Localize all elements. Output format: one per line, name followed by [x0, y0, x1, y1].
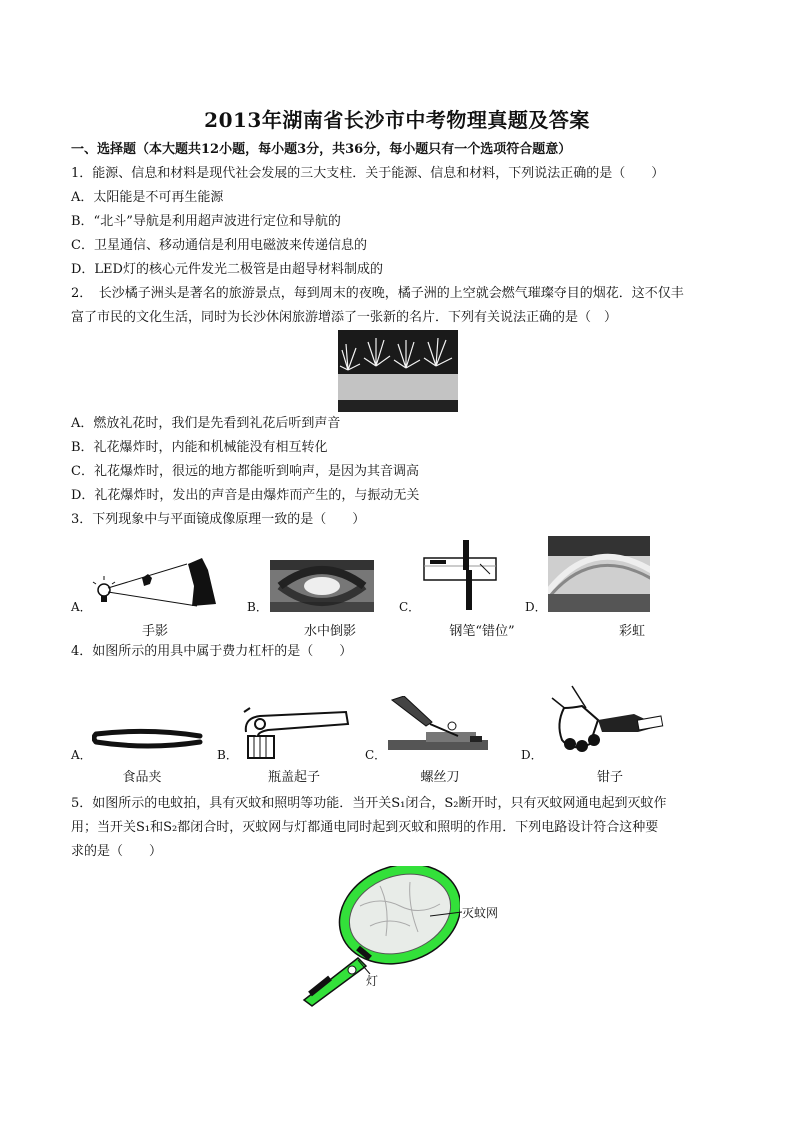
q3-caption-a: 手影: [141, 624, 168, 639]
q4-letter-c: C．: [365, 748, 387, 762]
q4-caption-d: 钳子: [596, 770, 623, 785]
question-3-stem: 3．下列现象中与平面镜成像原理一致的是（ ）: [71, 512, 366, 527]
question-5-stem-line-2: 用；当开关S₁和S₂都闭合时，灭蚊网与灯都通电同时起到灭蚊和照明的作用．下列电路设计符合这种要: [71, 820, 659, 835]
q4-letter-d: D．: [521, 748, 543, 762]
q3-letter-a: A．: [71, 600, 92, 614]
question-2-option-c: C．礼花爆炸时，很远的地方都能听到响声，是因为其音调高: [71, 464, 419, 479]
food-tongs-image: [92, 724, 204, 754]
page-title: 2013年湖南省长沙市中考物理真题及答案: [204, 108, 590, 132]
label-lamp: 灯: [366, 974, 379, 988]
fireworks-image: [338, 330, 458, 412]
question-2-option-b: B．礼花爆炸时，内能和机械能没有相互转化: [71, 440, 328, 455]
question-5-stem-line-3: 求的是（ ）: [71, 844, 163, 859]
question-2-option-d: D．礼花爆炸时，发出的声音是由爆炸而产生的，与振动无关: [71, 488, 420, 503]
screwdriver-image: [386, 696, 490, 756]
pliers-image: [542, 684, 666, 758]
question-2-stem-line-1: 2． 长沙橘子洲头是著名的旅游景点，每到周末的夜晚，橘子洲的上空就会燃气璀璨夺目的烟花．这不仅丰: [71, 286, 684, 301]
water-reflection-image: [270, 560, 374, 612]
q3-caption-c: 钢笔“错位”: [449, 624, 515, 639]
question-1-option-a: A．太阳能是不可再生能源: [71, 190, 224, 205]
q4-letter-b: B．: [217, 748, 238, 762]
rainbow-image: [548, 536, 650, 612]
q4-caption-a: 食品夹: [122, 770, 162, 785]
q3-caption-d: 彩虹: [618, 624, 645, 639]
question-1-stem: 1．能源、信息和材料是现代社会发展的三大支柱．关于能源、信息和材料，下列说法正确的是（ ）: [71, 166, 665, 181]
q3-letter-d: D．: [525, 600, 547, 614]
question-2-stem-line-2: 富了市民的文化生活，同时为长沙休闲旅游增添了一张新的名片．下列有关说法正确的是（ ）: [71, 310, 618, 325]
question-1-option-c: C．卫星通信、移动通信是利用电磁波来传递信息的: [71, 238, 367, 253]
hand-shadow-image: [92, 556, 222, 612]
q3-letter-b: B．: [247, 600, 268, 614]
q3-letter-c: C．: [399, 600, 421, 614]
question-1-option-b: B．“北斗”导航是利用超声波进行定位和导航的: [71, 214, 341, 229]
question-2-option-a: A．燃放礼花时，我们是先看到礼花后听到声音: [71, 416, 341, 431]
q4-caption-c: 螺丝刀: [420, 770, 460, 785]
q3-caption-b: 水中倒影: [303, 624, 356, 639]
section-heading: 一、选择题（本大题共12小题，每小题3分，共36分，每小题只有一个选项符合题意）: [71, 142, 572, 157]
question-5-stem-line-1: 5．如图所示的电蚊拍，具有灭蚊和照明等功能．当开关S₁闭合，S₂断开时，只有灭蚊网通电起到灭蚊作: [71, 796, 667, 811]
question-1-option-d: D．LED灯的核心元件发光二极管是由超导材料制成的: [71, 262, 383, 277]
q4-caption-b: 瓶盖起子: [267, 770, 320, 785]
bottle-opener-image: [238, 706, 352, 760]
q4-letter-a: A．: [71, 748, 92, 762]
pen-in-glass-image: [420, 540, 500, 612]
label-mosquito-net: 灭蚊网: [462, 906, 499, 920]
question-4-stem: 4．如图所示的用具中属于费力杠杆的是（ ）: [71, 644, 353, 659]
